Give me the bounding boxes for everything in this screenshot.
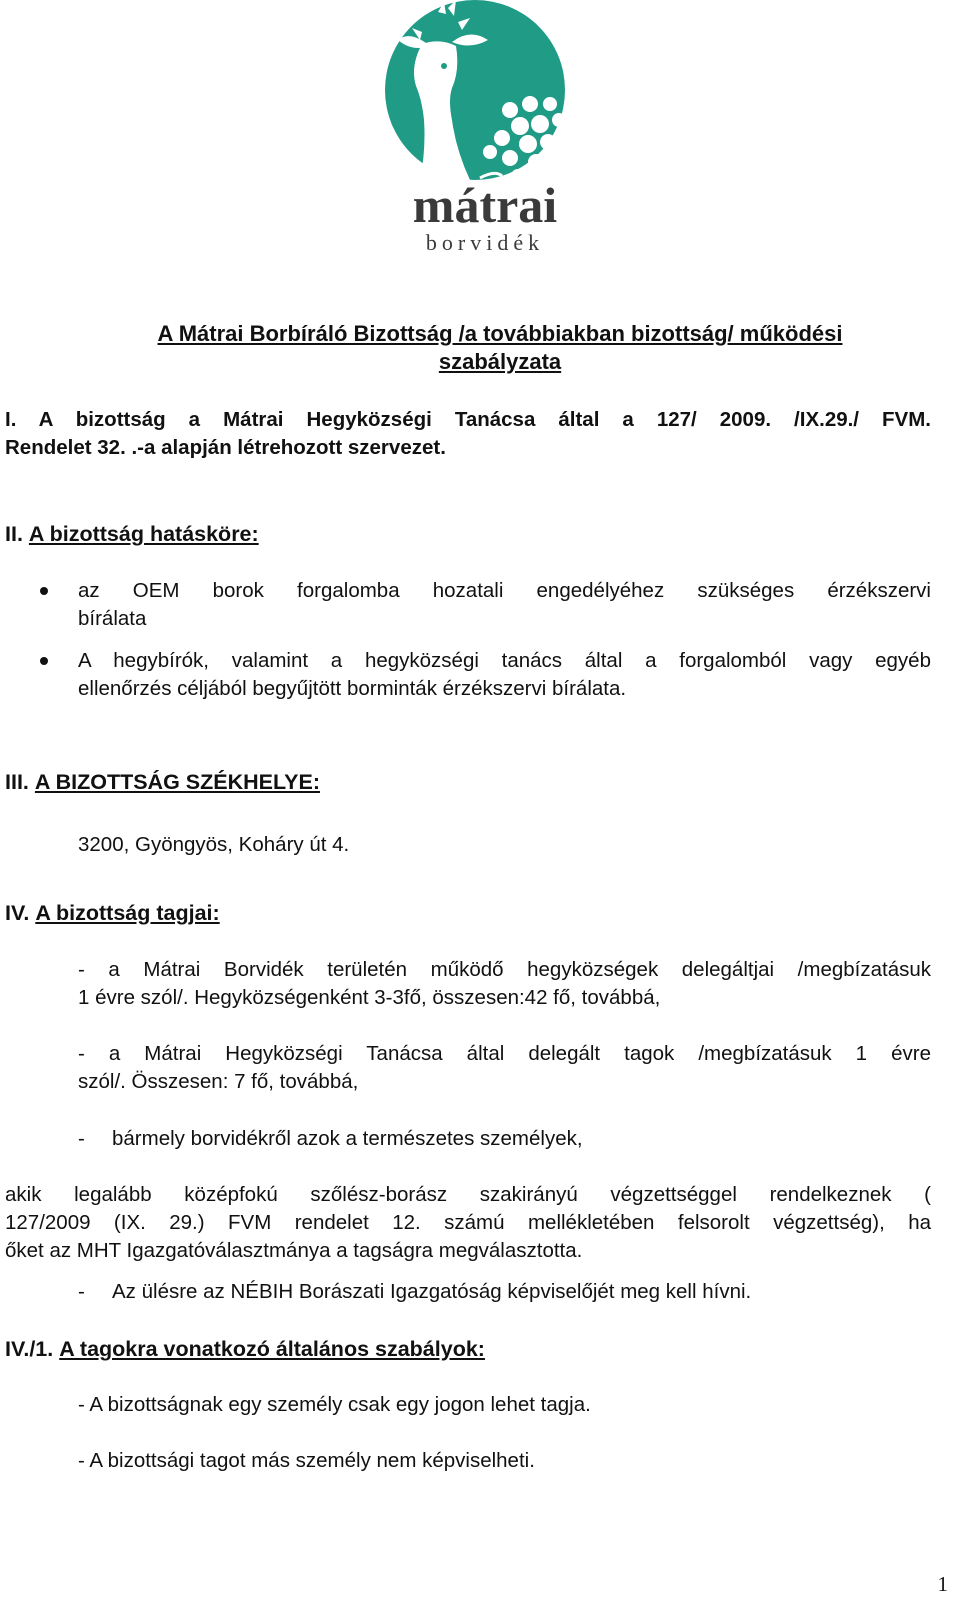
- members-paragraph-line-2: 127/2009 (IX. 29.) FVM rendelet 12. számú mellékletében felsorolt végzettség), ha: [5, 1211, 931, 1234]
- deer-and-grapes-icon: [360, 0, 610, 265]
- section-2-number: II.: [5, 522, 23, 546]
- members-item-1-line-2: 1 évre szól/. Hegyközségenként 3-3fő, összesen:42 fő, továbbá,: [78, 986, 661, 1009]
- member-rule-1: - A bizottságnak egy személy csak egy jogon lehet tagja.: [78, 1393, 591, 1416]
- section-1-line-2: Rendelet 32. .-a alapján létrehozott szervezet.: [5, 436, 446, 459]
- section-3-heading: [5, 768, 320, 796]
- members-item-4-text: Az ülésre az NÉBIH Borászati Igazgatóság képviselőjét meg kell hívni.: [112, 1280, 752, 1303]
- members-item-4-dash: -: [78, 1280, 85, 1303]
- document-title-line-1: A Mátrai Borbíráló Bizottság /a továbbiakban bizottság/ működési: [157, 321, 843, 346]
- logo-wordmark: mátrai: [412, 177, 558, 233]
- section-2-title: A bizottság hatásköre:: [28, 522, 259, 546]
- section-3-number: III.: [5, 770, 29, 794]
- bullet-icon: [40, 657, 48, 665]
- section-3-title: A BIZOTTSÁG SZÉKHELYE:: [34, 770, 320, 794]
- section-4-heading: [5, 899, 220, 927]
- member-rule-2: - A bizottsági tagot más személy nem képviselheti.: [78, 1449, 535, 1472]
- section-4-1-title: A tagokra vonatkozó általános szabályok:: [59, 1337, 485, 1361]
- members-item-1-line-1: - a Mátrai Borvidék területén működő hegyközségek delegáltjai /megbízatásuk: [78, 958, 931, 981]
- members-item-3-dash: -: [78, 1127, 85, 1150]
- competence-bullet-1-line-2: bírálata: [78, 607, 147, 630]
- members-item-3-text: bármely borvidékről azok a természetes személyek,: [112, 1127, 583, 1150]
- section-4-1-heading: [5, 1335, 485, 1363]
- members-paragraph-line-1: akik legalább középfokú szőlész-borász szakirányú végzettséggel rendelkeznek (: [5, 1183, 931, 1206]
- headquarters-address: 3200, Gyöngyös, Koháry út 4.: [78, 833, 350, 856]
- document-title-line-2: szabályzata: [438, 349, 562, 374]
- logo-subtitle: borvidék: [425, 230, 545, 255]
- section-1-line-1: I. A bizottság a Mátrai Hegyközségi Tanácsa által a 127/ 2009. /IX.29./ FVM.: [5, 408, 931, 431]
- page-number: 1: [937, 1572, 948, 1596]
- section-2-heading: [5, 520, 259, 548]
- section-4-number: IV.: [5, 901, 30, 925]
- matrai-borvidek-logo: [360, 0, 610, 265]
- members-item-2-line-1: - a Mátrai Hegyközségi Tanácsa által delegált tagok /megbízatásuk 1 évre: [78, 1042, 931, 1065]
- bullet-icon: [40, 587, 48, 595]
- members-item-2-line-2: szól/. Összesen: 7 fő, továbbá,: [78, 1070, 359, 1093]
- members-paragraph-line-3: őket az MHT Igazgatóválasztmánya a tagságra megválasztotta.: [5, 1239, 583, 1262]
- section-4-title: A bizottság tagjai:: [35, 901, 220, 925]
- section-4-1-number: IV./1.: [5, 1337, 54, 1361]
- competence-bullet-2-line-1: A hegybírók, valamint a hegyközségi tanács által a forgalomból vagy egyéb: [78, 649, 931, 672]
- competence-bullet-2-line-2: ellenőrzés céljából begyűjtött borminták érzékszervi bírálata.: [78, 677, 627, 700]
- competence-bullet-1-line-1: az OEM borok forgalomba hozatali engedélyéhez szükséges érzékszervi: [78, 579, 931, 602]
